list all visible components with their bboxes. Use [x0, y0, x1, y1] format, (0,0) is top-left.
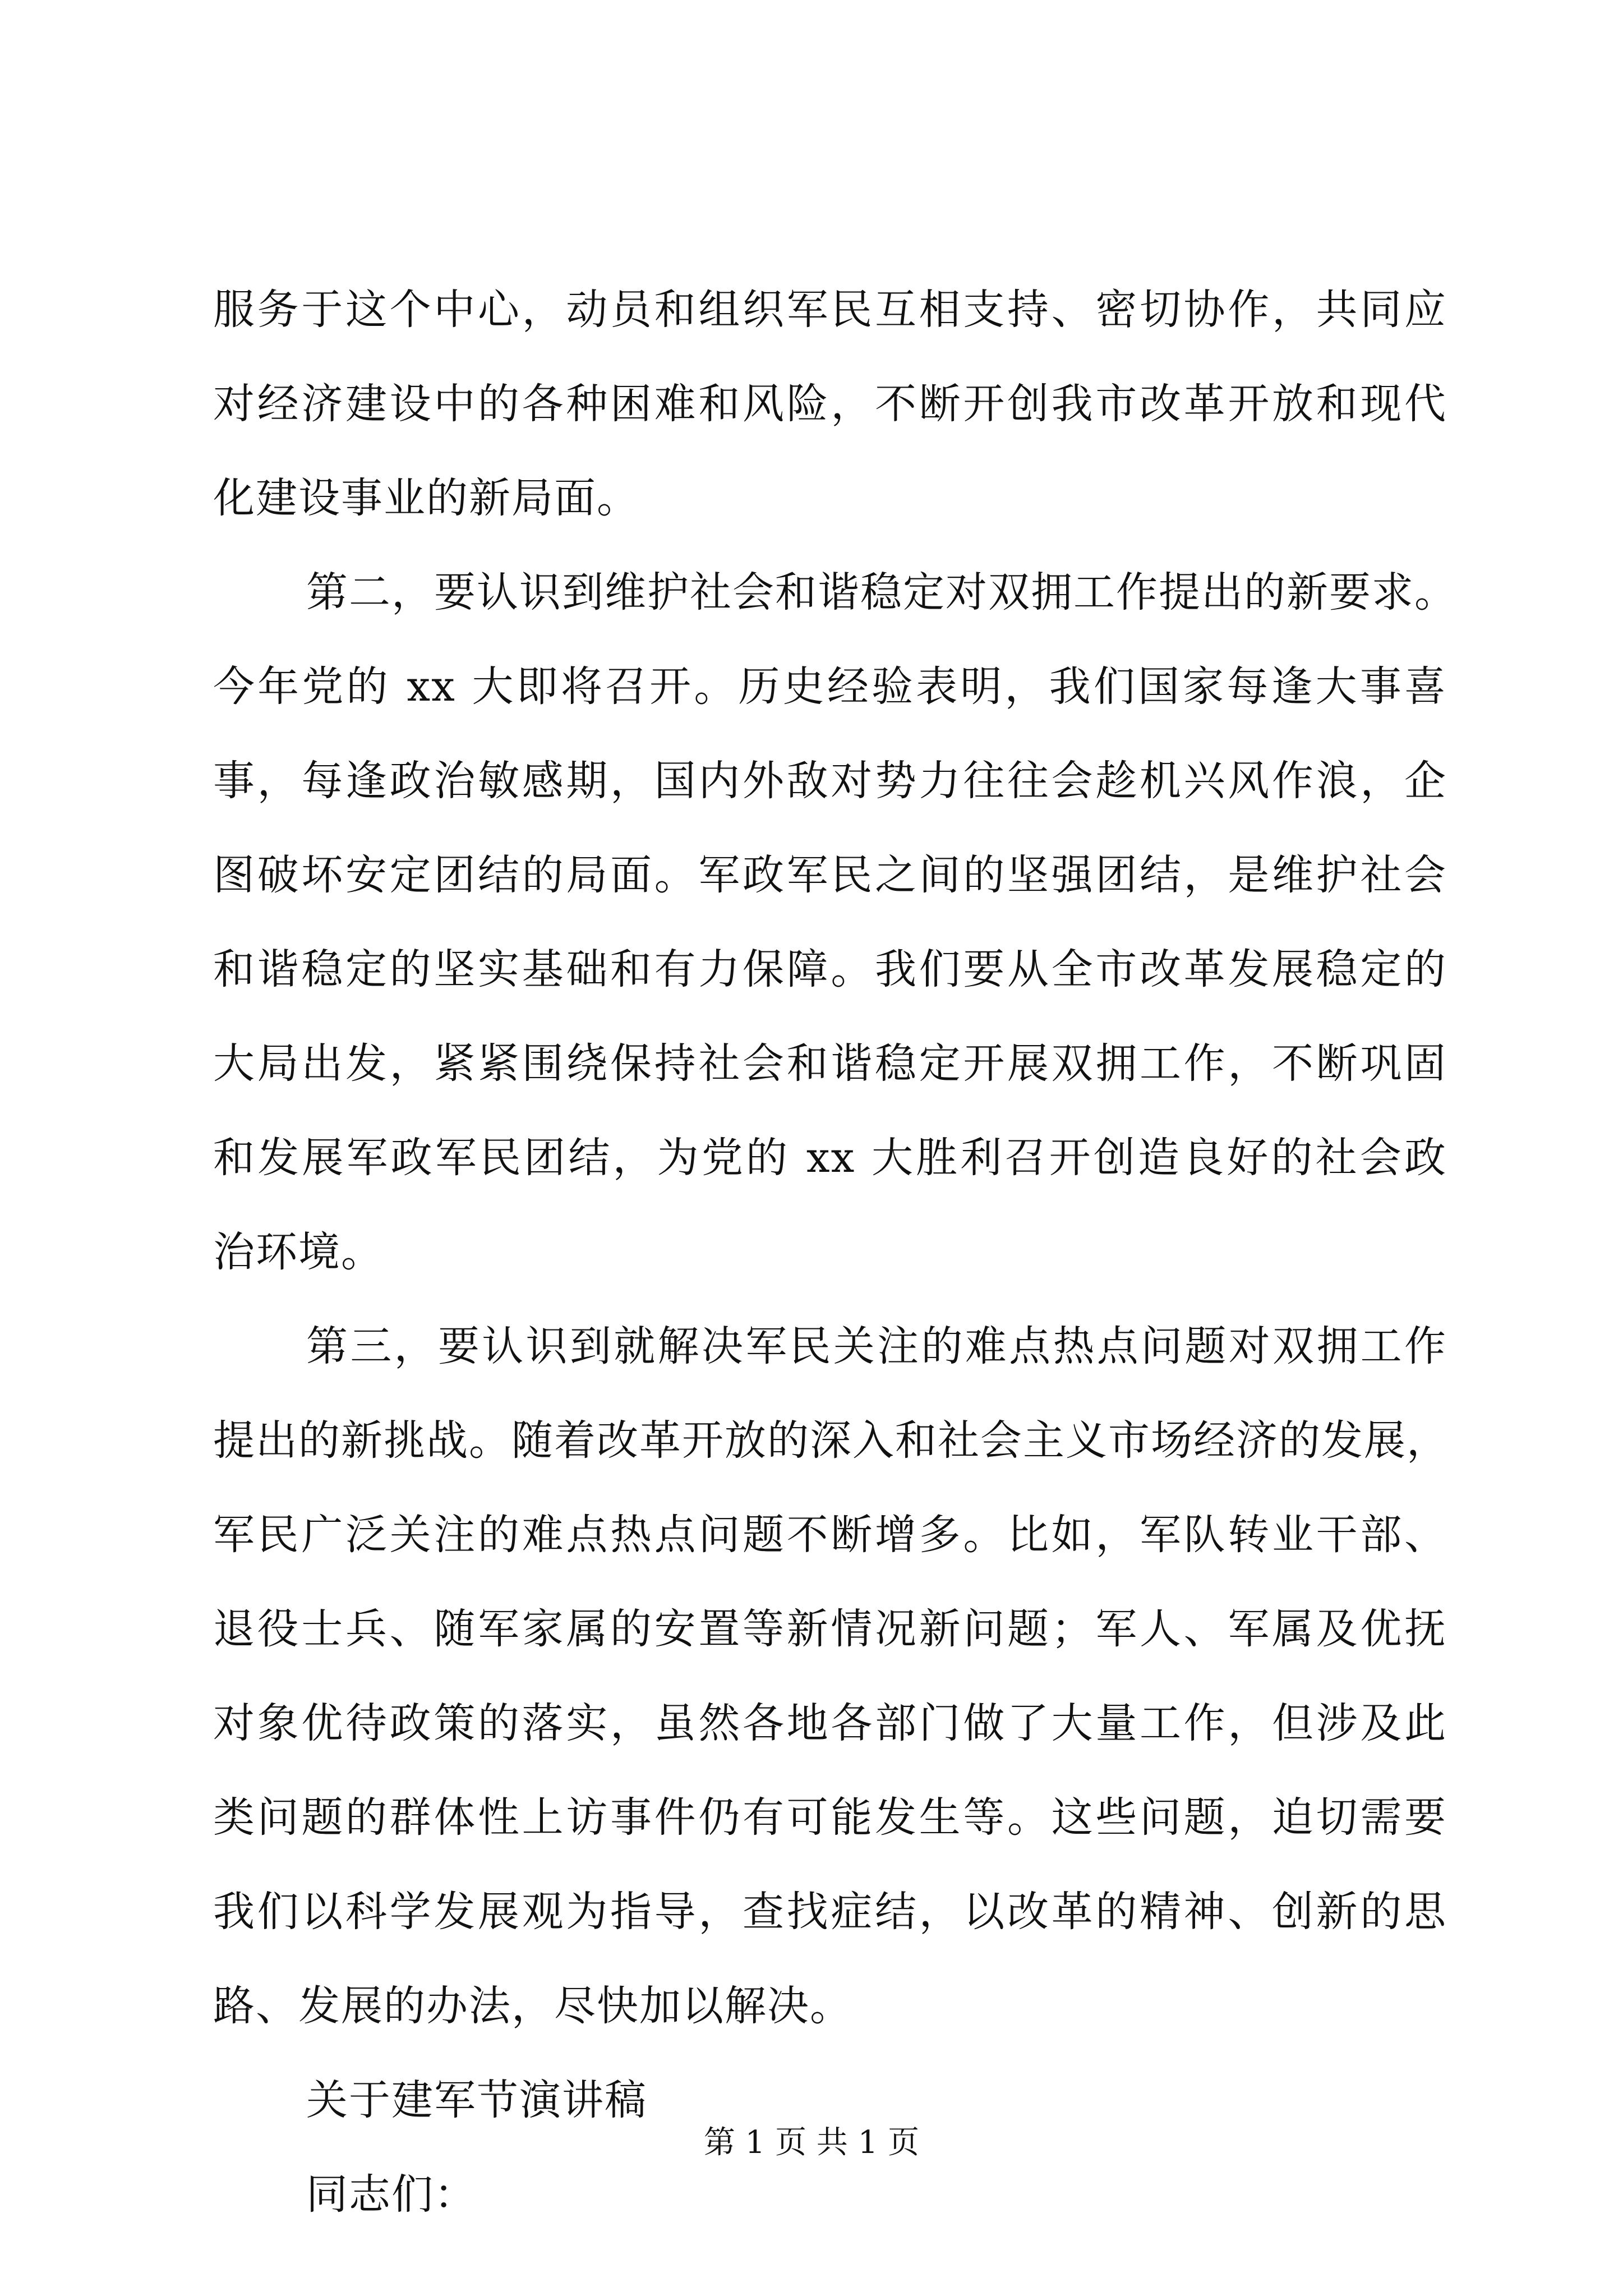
paragraph-line: 军民广泛关注的难点热点问题不断增多。比如，军队转业干部、 — [213, 1511, 1447, 1559]
paragraph-line: 事，每逢政治敏感期，国内外敌对势力往往会趁机兴风作浪，企 — [213, 757, 1447, 805]
paragraph-line: 和谐稳定的坚实基础和有力保障。我们要从全市改革发展稳定的 — [213, 945, 1447, 993]
document-body — [213, 263, 1457, 2242]
paragraph-line: 对经济建设中的各种困难和风险，不断开创我市改革开放和现代 — [213, 380, 1447, 428]
paragraph-line: 今年党的 xx 大即将召开。历史经验表明，我们国家每逢大事喜 — [213, 662, 1447, 711]
paragraph-line: 图破坏安定团结的局面。军政军民之间的坚强团结，是维护社会 — [213, 851, 1447, 899]
paragraph-line: 服务于这个中心，动员和组织军民互相支持、密切协作，共同应 — [213, 286, 1447, 334]
paragraph-line: 第二，要认识到维护社会和谐稳定对双拥工作提出的新要求。 — [306, 568, 1457, 616]
paragraph-line: 路、发展的办法，尽快加以解决。 — [213, 1982, 852, 2030]
page-footer: 第 1 页 共 1 页 — [703, 2124, 920, 2161]
paragraph-line: 对象优待政策的落实，虽然各地各部门做了大量工作，但涉及此 — [213, 1699, 1447, 1747]
speech-title: 关于建军节演讲稿 — [306, 2076, 647, 2124]
paragraph-line: 大局出发，紧紧围绕保持社会和谐稳定开展双拥工作，不断巩固 — [213, 1039, 1447, 1088]
paragraph-line: 治环境。 — [213, 1228, 384, 1276]
paragraph-line: 类问题的群体性上访事件仍有可能发生等。这些问题，迫切需要 — [213, 1793, 1447, 1842]
paragraph-line: 第三，要认识到就解决军民关注的难点热点问题对双拥工作 — [306, 1322, 1447, 1370]
paragraph-line: 退役士兵、随军家属的安置等新情况新问题；军人、军属及优抚 — [213, 1605, 1447, 1653]
paragraph-line: 化建设事业的新局面。 — [213, 474, 639, 522]
paragraph-line: 和发展军政军民团结，为党的 xx 大胜利召开创造良好的社会政 — [213, 1134, 1447, 1182]
paragraph-line: 提出的新挑战。随着改革开放的深入和社会主义市场经济的发展， — [213, 1416, 1449, 1465]
salutation: 同志们： — [306, 2170, 477, 2219]
paragraph-line: 我们以科学发展观为指导，查找症结，以改革的精神、创新的思 — [213, 1888, 1447, 1936]
